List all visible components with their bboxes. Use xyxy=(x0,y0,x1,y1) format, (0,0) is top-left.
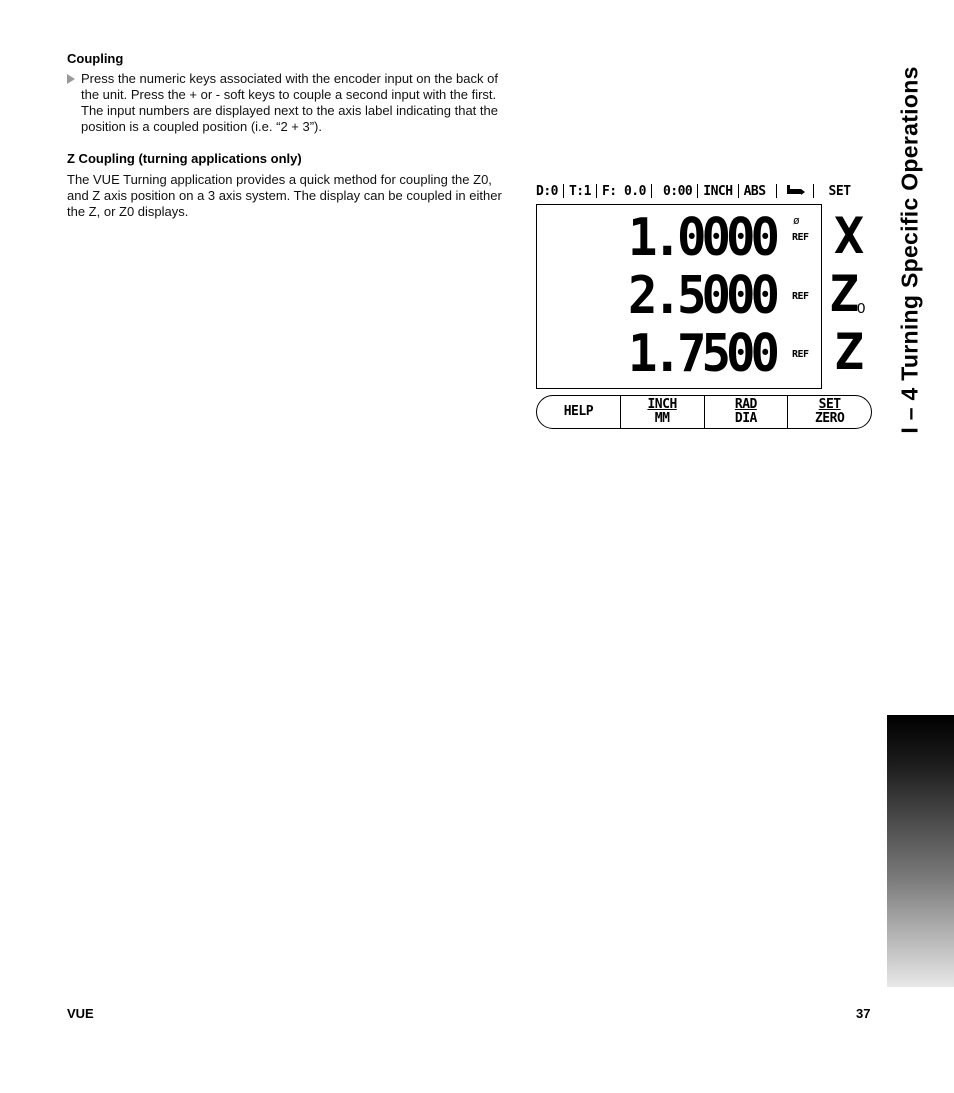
status-separator xyxy=(596,184,597,198)
softkey-set-zero[interactable] xyxy=(788,396,871,428)
softkey-help[interactable] xyxy=(537,396,621,428)
softkey-label-top: SET xyxy=(818,397,841,412)
bullet-arrow-icon xyxy=(67,74,75,84)
tool-icon xyxy=(785,185,805,197)
softkey-label: HELP xyxy=(563,404,594,419)
softkey-label-top: INCH xyxy=(647,397,677,412)
softkey-rad-dia[interactable] xyxy=(705,396,789,428)
z-coupling-heading: Z Coupling (turning applications only) xyxy=(67,151,302,166)
coupling-paragraph: Press the numeric keys associated with the encoder input on the back of the unit. Press the + or - soft keys to couple a second input with the first. The input numbers are displayed next to the axis label indicating that the position is a coupled position (i.e. “2 + 3”). xyxy=(81,71,498,134)
chapter-side-title: I – 4 Turning Specific Operations xyxy=(896,66,923,434)
softkey-inch-mm[interactable] xyxy=(621,396,705,428)
dro-status-bar xyxy=(536,181,876,201)
softkey-label-bottom: MM xyxy=(654,411,670,426)
axis-label-z0-subscript: 0 xyxy=(857,300,866,317)
status-mode: ABS xyxy=(743,183,766,199)
ref-indicator: REF xyxy=(792,291,809,302)
status-set: SET xyxy=(828,183,851,199)
page-number: 37 xyxy=(856,1006,871,1021)
dro-display xyxy=(536,204,822,389)
softkey-label-bottom: DIA xyxy=(734,411,757,426)
axis-label-x: X xyxy=(834,207,865,265)
softkey-label-top: RAD xyxy=(734,397,757,412)
axis-value-x: 1.0000 xyxy=(627,207,775,268)
axis-label-z: Z xyxy=(834,323,865,381)
axis-value-z: 1.7500 xyxy=(627,323,775,384)
status-tool: T:1 xyxy=(568,183,591,199)
status-separator xyxy=(651,184,652,198)
axis-value-z0: 2.5000 xyxy=(627,265,775,326)
status-units: INCH xyxy=(703,183,733,199)
chapter-tab xyxy=(887,715,954,987)
status-datum: D:0 xyxy=(536,183,558,199)
status-separator xyxy=(697,184,698,198)
z-coupling-paragraph: The VUE Turning application provides a quick method for coupling the Z0, and Z axis position on a 3 axis system. The display can be coupled in either the Z, or Z0 displays. xyxy=(67,172,502,219)
ref-indicator: REF xyxy=(792,349,809,360)
status-timer: 0:00 xyxy=(662,183,693,199)
status-separator xyxy=(776,184,777,198)
status-separator xyxy=(563,184,564,198)
status-separator xyxy=(813,184,814,198)
softkey-label-bottom: ZERO xyxy=(814,411,845,426)
coupling-heading: Coupling xyxy=(67,51,124,66)
softkey-bar xyxy=(536,395,872,429)
axis-label-z0: Z xyxy=(829,265,860,323)
status-separator xyxy=(738,184,739,198)
diameter-symbol: ø xyxy=(793,214,800,227)
footer-product-name: VUE xyxy=(67,1006,94,1021)
status-feed: F: 0.0 xyxy=(601,183,646,199)
ref-indicator: REF xyxy=(792,232,809,243)
